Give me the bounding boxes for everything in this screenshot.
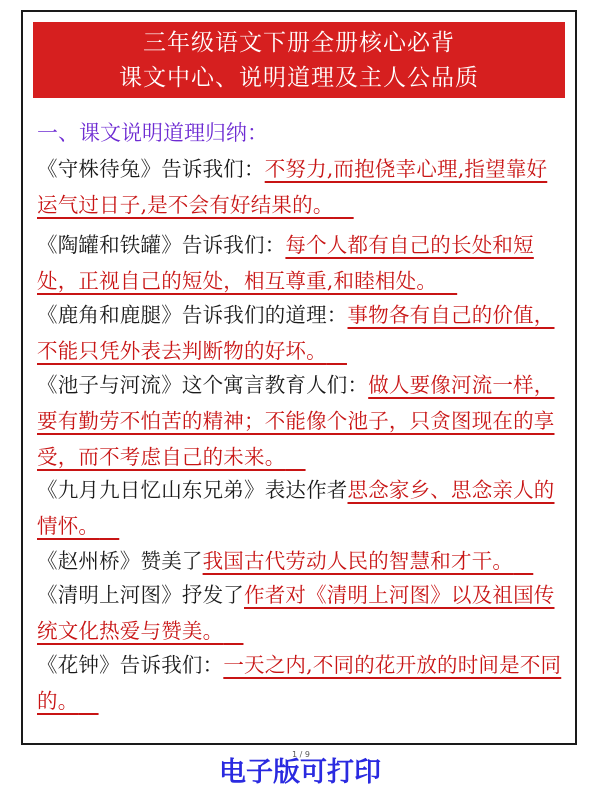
list-item xyxy=(37,472,567,544)
list-item xyxy=(37,647,567,719)
item-lead: 《池子与河流》这个寓言教育人们： xyxy=(37,373,369,397)
item-answer: 做人要像河流一样，要有勤劳不怕苦的精神；不能像个池子，只贪图现在的享受，而不考虑自己的未来。 xyxy=(37,373,555,469)
item-answer: 一天之内,不同的花开放的时间是不同的。 xyxy=(37,653,562,713)
list-item xyxy=(37,577,567,649)
item-lead: 《陶罐和铁罐》告诉我们： xyxy=(37,233,286,257)
document-frame xyxy=(21,10,577,745)
item-lead: 《花钟》告诉我们： xyxy=(37,653,224,677)
item-answer: 不努力,而抱侥幸心理,指望靠好运气过日子,是不会有好结果的。 xyxy=(37,157,548,217)
list-item xyxy=(37,543,567,579)
list-item xyxy=(37,227,567,299)
list-item xyxy=(37,297,567,369)
list-item xyxy=(37,151,567,223)
title-line-2: 课文中心、说明道理及主人公品质 xyxy=(119,65,479,91)
item-lead: 《鹿角和鹿腿》告诉我们的道理： xyxy=(37,303,348,327)
title-banner xyxy=(33,22,565,98)
page-number: 1 / 9 xyxy=(292,750,310,759)
section-heading: 一、课文说明道理归纳： xyxy=(37,121,268,145)
item-lead: 《九月九日忆山东兄弟》表达作者 xyxy=(37,478,348,502)
footer-caption: 电子版可打印 xyxy=(219,757,381,788)
item-answer: 我国古代劳动人民的智慧和才干。 xyxy=(202,549,514,573)
item-lead: 《清明上河图》抒发了 xyxy=(37,583,244,607)
item-lead: 《赵州桥》赞美了 xyxy=(37,549,203,573)
title-line-1: 三年级语文下册全册核心必背 xyxy=(143,30,455,56)
item-lead: 《守株待兔》告诉我们： xyxy=(37,157,265,181)
item-answer: 事物各有自己的价值，不能只凭外表去判断物的好坏。 xyxy=(37,303,555,363)
item-answer: 作者对《清明上河图》以及祖国传统文化热爱与赞美。 xyxy=(37,583,555,643)
item-answer: 每个人都有自己的长处和短处，正视自己的短处，相互尊重,和睦相处。 xyxy=(37,233,534,293)
list-item xyxy=(37,367,567,475)
item-answer: 思念家乡、思念亲人的情怀。 xyxy=(37,478,555,538)
